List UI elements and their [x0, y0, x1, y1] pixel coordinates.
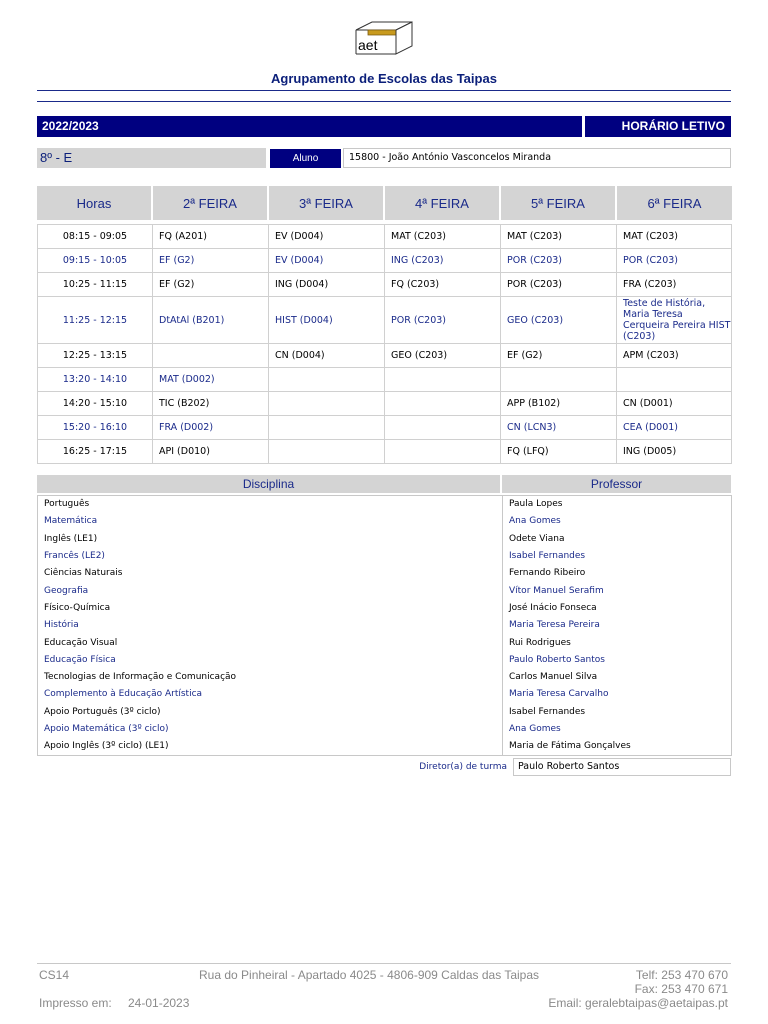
schedule-cell-thursday: EF (G2) — [501, 344, 617, 368]
schedule-header-tuesday: 3ª FEIRA — [269, 186, 385, 220]
schedule-cell-thursday — [501, 368, 617, 392]
discipline-name: Educação Física — [44, 654, 116, 665]
teacher-name: Isabel Fernandes — [503, 704, 732, 721]
schedule-cell-monday: EF (G2) — [153, 273, 269, 297]
schedule-body — [37, 224, 732, 464]
schedule-cell-monday: API (D010) — [153, 440, 269, 464]
class-director-name: Paulo Roberto Santos — [513, 758, 731, 776]
discipline-name: Apoio Inglês (3º ciclo) (LE1) — [44, 741, 169, 752]
discipline-name: Inglês (LE1) — [44, 533, 98, 544]
schedule-cell-tuesday — [269, 392, 385, 416]
schedule-cell-tuesday — [269, 368, 385, 392]
schedule-cell-monday: DtAtAl (B201) — [153, 297, 269, 344]
schedule-cell-monday: TIC (B202) — [153, 392, 269, 416]
schedule-row — [37, 368, 732, 392]
schedule-cell-friday: FRA (C203) — [617, 273, 732, 297]
discipline-table — [37, 495, 732, 756]
class-director-label: Diretor(a) de turma — [419, 762, 507, 772]
footer-printed-label: Impresso em: — [39, 996, 112, 1010]
discipline-row — [38, 548, 732, 565]
schedule-cell-wednesday: FQ (C203) — [385, 273, 501, 297]
discipline-row — [38, 531, 732, 548]
schedule-header-friday: 6ª FEIRA — [617, 186, 732, 220]
schedule-row — [37, 440, 732, 464]
schedule-cell-tuesday: EV (D004) — [269, 249, 385, 273]
footer-fax: Fax: 253 470 671 — [634, 982, 728, 996]
discipline-name: Apoio Matemática (3º ciclo) — [44, 724, 169, 734]
discipline-name: Geografia — [44, 585, 89, 596]
schedule-cell-friday — [617, 368, 732, 392]
schedule-cell-tuesday: CN (D004) — [269, 344, 385, 368]
discipline-name: Português — [44, 499, 90, 510]
teacher-name: Ana Gomes — [503, 513, 732, 530]
schedule-row — [37, 297, 732, 344]
schedule-cell-monday: EF (G2) — [153, 249, 269, 273]
teacher-header: Professor — [502, 475, 731, 493]
school-logo — [352, 18, 416, 60]
footer-phone: Telf: 253 470 670 — [635, 968, 728, 982]
schedule-cell-hours: 13:20 - 14:10 — [37, 368, 153, 392]
schedule-cell-thursday: POR (C203) — [501, 249, 617, 273]
discipline-row — [38, 496, 732, 514]
teacher-name: Paula Lopes — [503, 496, 732, 514]
discipline-name: História — [44, 620, 79, 631]
schedule-cell-monday: MAT (D002) — [153, 368, 269, 392]
footer-address: Rua do Pinheiral - Apartado 4025 - 4806-909 Caldas das Taipas — [199, 968, 540, 982]
schedule-cell-thursday: CN (LCN3) — [501, 416, 617, 440]
doc-type-banner: HORÁRIO LETIVO — [585, 116, 731, 137]
schedule-cell-friday: CEA (D001) — [617, 416, 732, 440]
teacher-name: Maria Teresa Carvalho — [503, 686, 732, 703]
discipline-name: Educação Visual — [44, 637, 118, 648]
school-name: Agrupamento de Escolas das Taipas — [271, 71, 497, 86]
footer-email: Email: geralebtaipas@aetaipas.pt — [548, 996, 728, 1010]
teacher-name: Rui Rodrigues — [503, 634, 732, 651]
discipline-row — [38, 704, 732, 721]
school-year-banner: 2022/2023 — [37, 116, 582, 137]
discipline-header: Disciplina — [37, 475, 500, 493]
footer-printed-date: 24-01-2023 — [128, 996, 190, 1010]
schedule-row — [37, 224, 732, 249]
discipline-row — [38, 600, 732, 617]
schedule-cell-tuesday: EV (D004) — [269, 224, 385, 249]
schedule-row — [37, 249, 732, 273]
schedule-cell-hours: 11:25 - 12:15 — [37, 297, 153, 344]
discipline-name: Físico-Química — [44, 602, 111, 613]
schedule-cell-tuesday — [269, 440, 385, 464]
schedule-cell-hours: 16:25 - 17:15 — [37, 440, 153, 464]
schedule-cell-friday: CN (D001) — [617, 392, 732, 416]
teacher-name: Fernando Ribeiro — [503, 565, 732, 582]
logo-text: aet — [358, 37, 378, 53]
schedule-cell-hours: 15:20 - 16:10 — [37, 416, 153, 440]
discipline-row — [38, 634, 732, 651]
schedule-cell-wednesday — [385, 440, 501, 464]
teacher-name: José Inácio Fonseca — [503, 600, 732, 617]
schedule-cell-wednesday: ING (C203) — [385, 249, 501, 273]
schedule-row — [37, 416, 732, 440]
discipline-name: Ciências Naturais — [44, 568, 123, 579]
discipline-row — [38, 652, 732, 669]
teacher-name: Carlos Manuel Silva — [503, 669, 732, 686]
teacher-name: Paulo Roberto Santos — [503, 652, 732, 669]
discipline-name: Apoio Português (3º ciclo) — [44, 706, 161, 717]
schedule-cell-tuesday: ING (D004) — [269, 273, 385, 297]
teacher-name: Odete Viana — [503, 531, 732, 548]
schedule-cell-friday: MAT (C203) — [617, 224, 732, 249]
teacher-name: Vítor Manuel Serafim — [503, 582, 732, 599]
discipline-name: Francês (LE2) — [44, 551, 105, 562]
schedule-cell-thursday: APP (B102) — [501, 392, 617, 416]
schedule-cell-tuesday — [269, 416, 385, 440]
schedule-row — [37, 273, 732, 297]
schedule-cell-wednesday: GEO (C203) — [385, 344, 501, 368]
schedule-row — [37, 344, 732, 368]
student-name: 15800 - João António Vasconcelos Miranda — [343, 148, 731, 168]
schedule-cell-friday: ING (D005) — [617, 440, 732, 464]
schedule-cell-hours: 08:15 - 09:05 — [37, 224, 153, 249]
schedule-cell-hours: 09:15 - 10:05 — [37, 249, 153, 273]
discipline-name: Matemática — [44, 516, 98, 527]
schedule-cell-wednesday — [385, 416, 501, 440]
student-label: Aluno — [270, 149, 341, 168]
schedule-cell-wednesday — [385, 368, 501, 392]
schedule-cell-hours: 14:20 - 15:10 — [37, 392, 153, 416]
discipline-row — [38, 513, 732, 530]
schedule-cell-thursday: FQ (LFQ) — [501, 440, 617, 464]
schedule-cell-thursday: POR (C203) — [501, 273, 617, 297]
schedule-cell-friday: POR (C203) — [617, 249, 732, 273]
schedule-cell-thursday: MAT (C203) — [501, 224, 617, 249]
schedule-table — [37, 186, 732, 464]
teacher-name: Maria Teresa Pereira — [503, 617, 732, 634]
schedule-cell-hours: 12:25 - 13:15 — [37, 344, 153, 368]
schedule-header-wednesday: 4ª FEIRA — [385, 186, 501, 220]
schedule-cell-wednesday: POR (C203) — [385, 297, 501, 344]
discipline-row — [38, 582, 732, 599]
teacher-name: Isabel Fernandes — [503, 548, 732, 565]
schedule-header-thursday: 5ª FEIRA — [501, 186, 617, 220]
discipline-row — [38, 738, 732, 756]
schedule-cell-friday: APM (C203) — [617, 344, 732, 368]
teacher-name: Maria de Fátima Gonçalves — [503, 738, 732, 756]
schedule-cell-wednesday — [385, 392, 501, 416]
schedule-cell-monday: FQ (A201) — [153, 224, 269, 249]
schedule-cell-wednesday: MAT (C203) — [385, 224, 501, 249]
header-rule-top — [37, 90, 731, 91]
schedule-header-hours: Horas — [37, 186, 153, 220]
schedule-cell-monday: FRA (D002) — [153, 416, 269, 440]
header-rule-bottom — [37, 101, 731, 102]
discipline-row — [38, 669, 732, 686]
discipline-name: Tecnologias de Informação e Comunicação — [44, 672, 237, 683]
schedule-cell-monday — [153, 344, 269, 368]
schedule-cell-friday: Teste de História, Maria Teresa Cerqueira Pereira HIST (C203) — [617, 297, 732, 344]
discipline-row — [38, 686, 732, 703]
schedule-header-monday: 2ª FEIRA — [153, 186, 269, 220]
class-label: 8º - E — [37, 148, 266, 168]
discipline-row — [38, 565, 732, 582]
schedule-cell-hours: 10:25 - 11:15 — [37, 273, 153, 297]
schedule-cell-tuesday: HIST (D004) — [269, 297, 385, 344]
teacher-name: Ana Gomes — [503, 721, 732, 738]
discipline-row — [38, 617, 732, 634]
footer-rule — [37, 963, 731, 964]
schedule-header-row — [37, 186, 732, 220]
schedule-cell-thursday: GEO (C203) — [501, 297, 617, 344]
schedule-row — [37, 392, 732, 416]
footer-code: CS14 — [39, 968, 70, 982]
discipline-name: Complemento à Educação Artística — [44, 689, 203, 700]
discipline-row — [38, 721, 732, 738]
